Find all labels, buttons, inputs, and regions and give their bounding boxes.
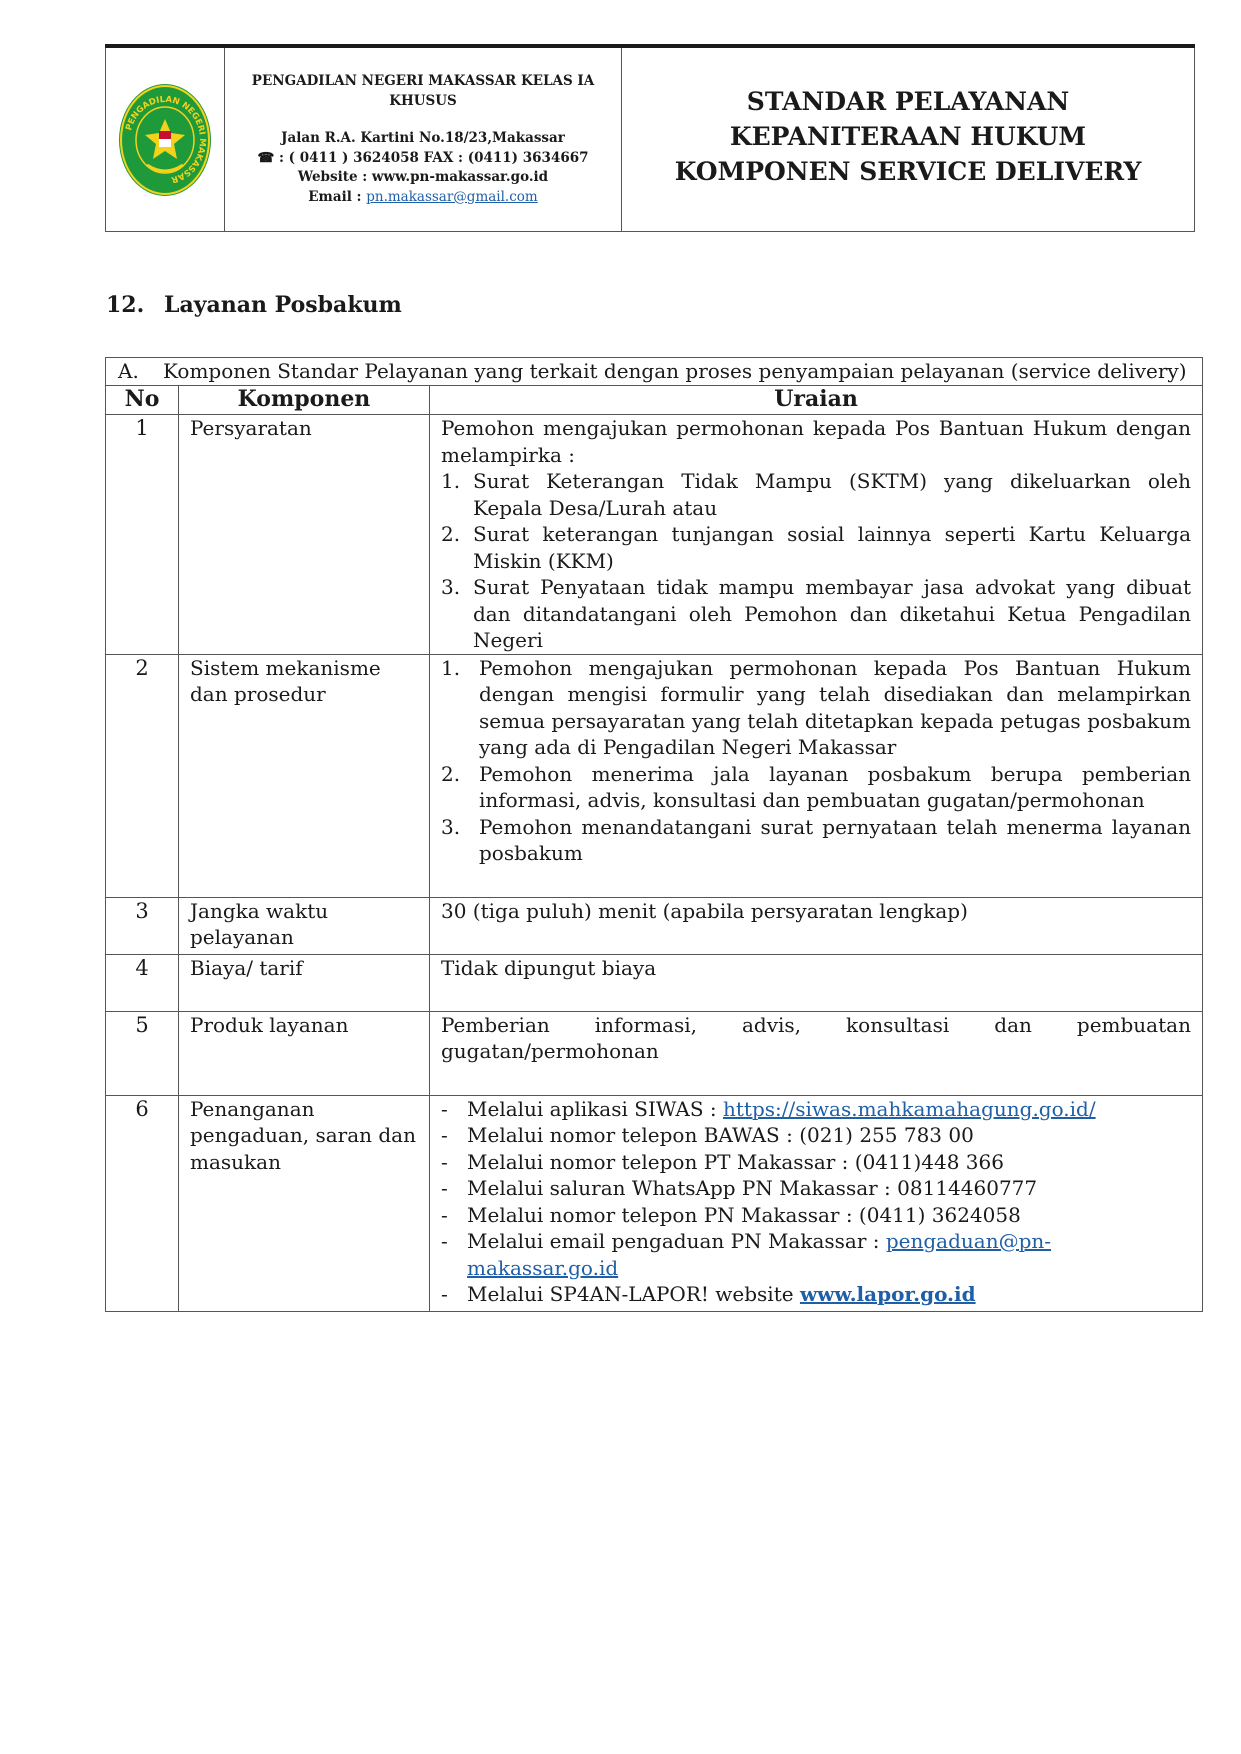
document-title	[622, 48, 1194, 231]
list-item	[441, 1202, 1191, 1229]
list-marker: 1.	[441, 469, 461, 493]
list-item-text: Surat keterangan tunjangan sosial lainnya seperti Kartu Keluarga Miskin (KKM)	[473, 522, 1192, 573]
list-item-text: Melalui nomor telepon BAWAS : (021) 255 783 00	[467, 1123, 974, 1147]
email-link[interactable]: pn.makassar@gmail.com	[366, 188, 538, 205]
requirements-list	[441, 468, 1191, 654]
list-marker: -	[441, 1229, 448, 1253]
court-logo-icon	[117, 81, 213, 199]
description-line-2: gugatan/permohonan	[441, 1039, 659, 1063]
col-header-component: Komponen	[179, 386, 430, 415]
list-item	[441, 521, 1191, 574]
row-no: 6	[106, 1095, 179, 1311]
logo-ring-text: PENGADILAN NEGERI MAKASSAR	[124, 94, 208, 184]
col-header-no: No	[106, 386, 179, 415]
complaint-email-link[interactable]: pengaduan@pn-makassar.go.id	[467, 1229, 1052, 1280]
row-component: Persyaratan	[179, 415, 430, 655]
list-item-text: Surat Keterangan Tidak Mampu (SKTM) yang dikeluarkan oleh Kepala Desa/Lurah atau	[473, 469, 1192, 520]
row-component: Jangka waktu pelayanan	[179, 897, 430, 954]
complaint-channels-list	[441, 1096, 1191, 1308]
list-item	[441, 1122, 1191, 1149]
word: konsultasi	[846, 1012, 950, 1037]
word: dan	[994, 1012, 1032, 1037]
institution-website: Website : www.pn-makassar.go.id	[297, 169, 549, 185]
list-item	[441, 814, 1191, 867]
list-marker: -	[441, 1149, 448, 1174]
word: Pemberian	[441, 1012, 550, 1037]
list-item-text: Pemohon menerima jala layanan posbakum berupa pemberian informasi, advis, konsultasi dan pembuatan gugatan/permohonan	[479, 761, 1192, 812]
row-component: Penanganan pengaduan, saran dan masukan	[179, 1095, 430, 1311]
word: informasi,	[594, 1012, 697, 1037]
table-row	[106, 1095, 1203, 1311]
row-description	[430, 415, 1203, 655]
list-marker: -	[441, 1176, 448, 1200]
word: advis,	[741, 1012, 802, 1037]
list-marker: -	[441, 1202, 448, 1227]
row-description: 30 (tiga puluh) menit (apabila persyaratan lengkap)	[430, 897, 1203, 954]
title-line-1: STANDAR PELAYANAN	[746, 87, 1070, 116]
list-item-text: Melalui email pengaduan PN Makassar :	[467, 1229, 886, 1253]
list-marker: -	[441, 1282, 448, 1306]
list-item	[441, 1175, 1191, 1202]
caption-text: Komponen Standar Pelayanan yang terkait dengan proses penyampaian pelayanan (service delivery)	[163, 359, 1187, 383]
list-item-text: Surat Penyataan tidak mampu membayar jasa advokat yang dibuat dan ditandatangani oleh Pemohon dan diketahui Ketua Pengadilan Negeri	[473, 575, 1192, 652]
row-no: 5	[106, 1011, 179, 1095]
section-number: 12.	[106, 292, 145, 318]
institution-email	[225, 188, 621, 208]
list-item-text: Melalui nomor telepon PN Makassar : (0411) 3624058	[467, 1202, 1021, 1227]
row-no: 1	[106, 415, 179, 655]
institution-info	[225, 48, 622, 231]
list-marker: 3.	[441, 814, 461, 839]
row-description: Tidak dipungut biaya	[430, 954, 1203, 1011]
section-heading	[106, 292, 402, 318]
list-marker: 1.	[441, 655, 461, 680]
row-description	[430, 654, 1203, 897]
row-no: 2	[106, 654, 179, 897]
document-header	[105, 48, 1195, 232]
siwas-link[interactable]: https://siwas.mahkamahagung.go.id/	[723, 1096, 1096, 1121]
list-item	[441, 1149, 1191, 1176]
row-description	[430, 1011, 1203, 1095]
list-marker: -	[441, 1123, 448, 1147]
description-intro: Pemohon mengajukan permohonan kepada Pos Bantuan Hukum dengan melampirka :	[441, 416, 1192, 467]
col-header-description: Uraian	[430, 386, 1203, 415]
justified-line	[441, 1012, 1191, 1039]
list-item-text: Melalui saluran WhatsApp PN Makassar : 08114460777	[467, 1176, 1038, 1200]
list-item-text: Pemohon mengajukan permohonan kepada Pos Bantuan Hukum dengan mengisi formulir yang telah disediakan dan melampirkan semua persayaratan yang telah ditetapkan kepada petugas posbakum yang ada di Pengadilan Negeri Makassar	[479, 655, 1192, 759]
row-no: 4	[106, 954, 179, 1011]
list-marker: -	[441, 1096, 448, 1121]
table-row	[106, 415, 1203, 655]
list-item-text: Melalui nomor telepon PT Makassar : (0411)448 366	[467, 1149, 1004, 1174]
service-standard-table	[105, 357, 1203, 1312]
title-line-3: KOMPONEN SERVICE DELIVERY	[674, 157, 1142, 186]
row-no: 3	[106, 897, 179, 954]
list-item	[441, 761, 1191, 814]
list-item	[441, 1281, 1191, 1308]
table-caption-row	[106, 358, 1203, 386]
list-item-text: Pemohon menandatangani surat pernyataan telah menerma layanan posbakum	[479, 814, 1192, 865]
list-item-text: Melalui SP4AN-LAPOR! website	[467, 1282, 800, 1306]
list-item	[441, 655, 1191, 761]
email-label: Email :	[308, 188, 367, 205]
list-marker: 2.	[441, 522, 461, 546]
phone-fax-text: : ( 0411 ) 3624058 FAX : (0411) 3634667	[279, 149, 589, 166]
institution-address: Jalan R.A. Kartini No.18/23,Makassar	[281, 130, 565, 146]
lapor-website-link[interactable]: www.lapor.go.id	[799, 1282, 976, 1306]
list-item	[441, 1096, 1191, 1123]
row-description	[430, 1095, 1203, 1311]
institution-phone	[225, 149, 621, 169]
table-row	[106, 897, 1203, 954]
table-row	[106, 654, 1203, 897]
caption-letter: A.	[118, 359, 139, 383]
row-component: Biaya/ tarif	[179, 954, 430, 1011]
word: pembuatan	[1076, 1012, 1191, 1037]
table-row	[106, 1011, 1203, 1095]
institution-name: PENGADILAN NEGERI MAKASSAR KELAS IA KHUSUS	[251, 73, 595, 109]
list-item	[441, 468, 1191, 521]
row-component: Sistem mekanisme dan prosedur	[179, 654, 430, 897]
list-marker: 2.	[441, 761, 461, 786]
row-component: Produk layanan	[179, 1011, 430, 1095]
court-logo-cell	[106, 48, 225, 231]
phone-icon: ☎	[257, 149, 275, 166]
list-marker: 3.	[441, 575, 461, 599]
table-header-row	[106, 386, 1203, 415]
list-item	[441, 574, 1191, 654]
procedure-list	[441, 655, 1191, 867]
table-row	[106, 954, 1203, 1011]
list-item	[441, 1228, 1191, 1281]
section-title: Layanan Posbakum	[164, 292, 402, 318]
list-item-text: Melalui aplikasi SIWAS :	[467, 1096, 724, 1121]
title-line-2: KEPANITERAAN HUKUM	[729, 122, 1087, 151]
table-caption	[106, 358, 1203, 386]
